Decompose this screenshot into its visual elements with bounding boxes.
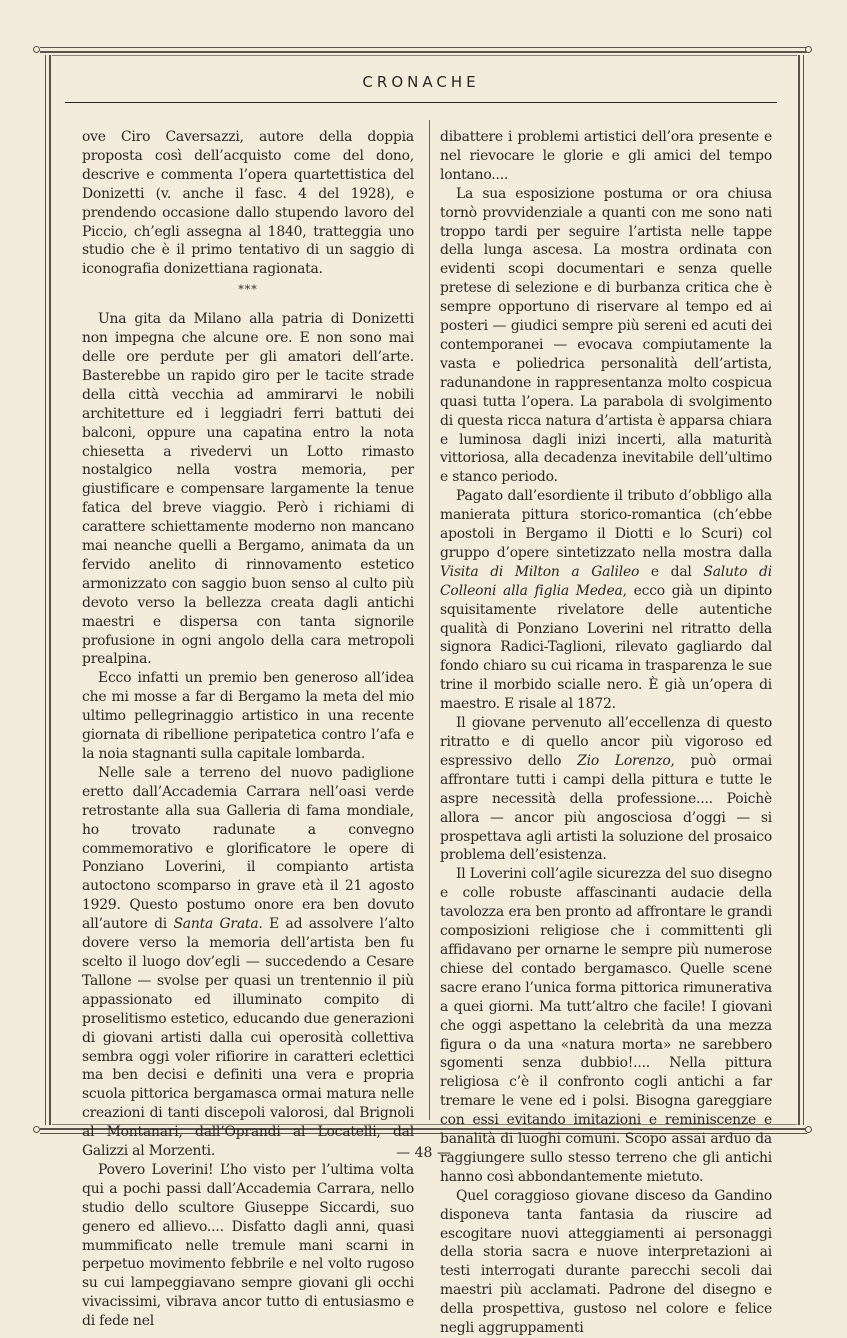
frame-top-line [52, 55, 797, 56]
text-run: Nelle sale a terreno del nuovo padiglione eretto dall’Accademia Carrara nell’oasi verde retrostante alla sua Galleria di fama mondiale, ho trovato radunate a convegno commemorativo e glorificatore le opere di Ponziano Loverini, il compianto artista autoctono scomparso in grave età il 21 agosto 1929. Questo postumo onore era ben dovuto all’autore di [82, 764, 414, 933]
artwork-title: Visita di Milton a Galileo [440, 563, 640, 580]
frame-left-line [45, 55, 46, 1125]
running-header: CRONACHE [362, 73, 480, 91]
frame-right-line [803, 55, 804, 1125]
column-divider [429, 120, 430, 1120]
paragraph: Quel coraggioso giovane disceso da Gandino disponeva tanta fantasia da riuscire ad escogitare nuovi atteggiamenti ai personaggi della storia sacra e nuove interpretazioni ai testi interrogati durante parecchi secoli dai maestri più acclamati. Padrone del disegno e della prospettiva, gustoso nel colore e felice negli aggruppamenti [440, 1187, 772, 1337]
text-run: , può ormai affrontare tutti i campi della pittura e tutte le aspre necessità della professione.... Poichè allora — ancor più angosciosa d’oggi — si prospettava agli artisti la soluzione del prosaico problema dell’esistenza. [440, 752, 772, 864]
paragraph: Ecco infatti un premio ben generoso all’idea che mi mosse a far di Bergamo la meta del mio ultimo pellegrinaggio artistico in una recente giornata di ribellione peripatetica contro l’afa e la noia stagnanti sulla capitale lombarda. [82, 670, 414, 762]
text-run: e dal [639, 563, 704, 580]
text-run: Pagato dall’esordiente il tributo d’obbligo alla manierata pittura storico-romantica (ch’ebbe apostoli in Bergamo il Diotti e lo Scuri) col gruppo d’opere sintetizzato nella mostra dalla [440, 488, 772, 561]
text-run: . E ad assolvere l’alto dovere verso la memoria dell’artista ben fu scelto il luogo dov’egli — succedendo a Cesare Tallone — svolse per quasi un trentennio il più appassionato ed illuminato compito di proselitismo estetico, educando due generazioni di giovani artisti dalla cui operosità collettiva sembra oggi voler rifiorire in caratteri eclettici ma ben decisi e definiti una vera e propria scuola pittorica bergamasca ormai matura nelle creazioni di tanti discepoli valorosi, dal Brignoli al Montanari, dall’Oprandi al Locatelli, dal Galizzi al Morzenti. [82, 916, 414, 1160]
frame-left-line [49, 55, 51, 1125]
artwork-title: Zio Lorenzo [577, 752, 671, 769]
frame-corner-ornament [33, 1126, 40, 1133]
frame-corner-ornament [805, 1126, 812, 1133]
paragraph: Il Loverini coll’agile sicurezza del suo disegno e colle robuste affascinanti audacie della tavolozza era ben pronto ad affrontare le grandi composizioni religiose che i committenti gli affidavano per ornarne le sempre più numerose chiese del contado bergamasco. Quelle scene sacre erano l’unica forma pittorica rimunerativa a quei giorni. Ma tutt’altro che facile! I giovani che oggi aspettano la celebrità da una mezza figura o da una «natura morta» ne sarebbero sgomenti senza dubbio!.... Nella pittura religiosa c’è il confronto cogli antichi a far tremare le vene ed i polsi. Bisogna gareggiare con essi evitando imitazioni e reminiscenze e banalità di luoghi comuni. Scopo assai arduo da raggiungere sullo stesso terreno che gli antichi hanno così abbondantemente mietuto. [440, 866, 772, 1185]
frame-top-line [40, 47, 807, 48]
paragraph: ove Ciro Caversazzi, autore della doppia proposta così dell’acquisto come del dono, descrive e commenta l’opera quartettistica del Donizetti (v. anche il fasc. 4 del 1928), e prendendo occasione dallo stupendo lavoro del Piccio, ch’egli assegna al 1840, tratteggia uno studio che è il primo tentativo di un saggio di iconografia donizettiana ragionata. [82, 129, 414, 278]
paragraph: La sua esposizione postuma or ora chiusa tornò provvidenziale a quanti con me sono nati troppo tardi per seguire l’artista nelle tappe della lunga ascesa. La mostra ordinata con evidenti scopi documentari e senza quelle pretese di selezione e di burbanza critica che è sempre opportuno di riservare al tempo ed ai posteri — giudici sempre più sereni ed acuti dei contemporanei — evocava compiutamente la vasta e poliedrica personalità dell’artista, radunandone in rappresentanza molto cospicua quasi tutta l’opera. La parabola di svolgimento di questa ricca natura d’artista è apparsa chiara e luminosa dagli inizi incerti, alla maturità vittoriosa, alla decadenza inevitabile dell’ultimo e stanco periodo. [440, 185, 772, 486]
paragraph [440, 487, 772, 714]
paragraph: Povero Loverini! L’ho visto per l’ultima volta qui a pochi passi dall’Accademia Carrara, nello studio dello scultore Giuseppe Siccardi, suo genero ed allievo.... Disfatto dagli anni, quasi mummificato nelle tremule mani scarni in perpetuo movimento febbrile e nel volto rugoso su cui lampeggiavano sempre giovani gli occhi vivacissimi, vibrava ancor tutto di entusiasmo e di fede nel [82, 1161, 414, 1330]
artwork-title: Saluto di Colleoni alla figlia Medea [440, 563, 772, 599]
paragraph [440, 714, 772, 865]
header-rule [65, 102, 777, 103]
text-run: Il giovane pervenuto all’eccellenza di questo ritratto e di quello ancor più vigoroso ed espressivo dello [440, 715, 772, 769]
paragraph [82, 764, 414, 1161]
frame-right-line [798, 55, 800, 1125]
page-number: — 48 — [396, 1145, 451, 1161]
section-separator: *** [238, 283, 258, 297]
paragraph: dibattere i problemi artistici dell’ora presente e nel rievocare le glorie e gli amici del tempo lontano.... [440, 129, 772, 183]
artwork-title: Santa Grata [173, 916, 259, 933]
frame-corner-ornament [33, 46, 40, 53]
frame-corner-ornament [805, 46, 812, 53]
text-run: , ecco già un dipinto squisitamente rivelatore delle autentiche qualità di Ponziano Loverini nel ritratto della signora Radici-Taglioni, rilevato gagliardo dal fondo chiaro su cui ricama in trasparenza le sue trine il morbido scialle nero. È già un’opera di maestro. E risale al 1872. [440, 582, 772, 713]
frame-top-line [40, 51, 807, 53]
paragraph: Una gita da Milano alla patria di Donizetti non impegna che alcune ore. E non sono mai delle ore perdute per gli amatori dell’arte. Basterebbe un rapido giro per le tacite strade della città vecchia ad ammirarvi le nobili architetture ed i leggiadri ferri battuti dei balconi, oppure una capatina entro la nota chiesetta a rivedervi un Lotto rimasto nostalgico nella vostra memoria, per giustificare e compensare largamente la tenue fatica del breve viaggio. Però i richiami di carattere schiettamente moderno non mancano mai neanche quelli a Bergamo, animata da un fervido anelito di rinnovamento estetico armonizzato con saggio buon senso al culto più devoto verso la bellezza creata dagli antichi maestri e dispersa con tanta signorile profusione in ogni angolo della cara metropoli prealpina. [82, 311, 414, 668]
